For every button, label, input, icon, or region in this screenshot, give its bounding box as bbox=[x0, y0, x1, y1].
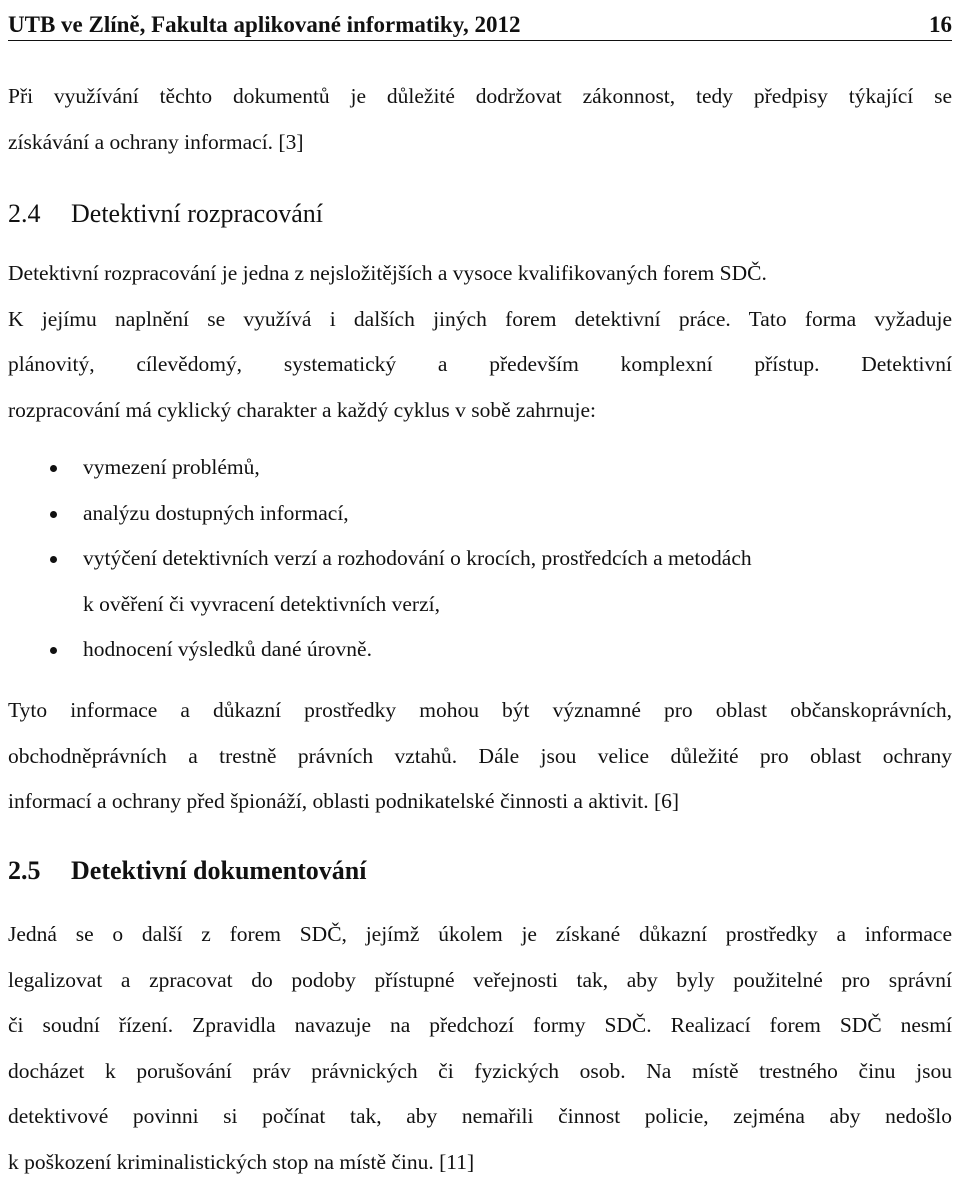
list-item-text: analýzu dostupných informací, bbox=[83, 491, 952, 537]
bullet-icon bbox=[50, 556, 57, 563]
section-2-4-closing-paragraph bbox=[8, 688, 952, 825]
text-line: Detektivní rozpracování je jedna z nejsložitějších a vysoce kvalifikovaných forem SDČ. bbox=[8, 251, 952, 297]
text-line: legalizovat a zpracovat do podoby přístupné veřejnosti tak, aby byly použitelné pro správní bbox=[8, 958, 952, 1004]
text-line: Jedná se o další z forem SDČ, jejímž úkolem je získané důkazní prostředky a informace bbox=[8, 912, 952, 958]
header-title: UTB ve Zlíně, Fakulta aplikované informatiky, 2012 bbox=[8, 12, 520, 38]
list-item-text: vymezení problémů, bbox=[83, 445, 952, 491]
section-number: 2.4 bbox=[8, 199, 71, 229]
list-item-text: hodnocení výsledků dané úrovně. bbox=[83, 627, 952, 673]
bullet-icon bbox=[50, 647, 57, 654]
list-item bbox=[8, 491, 952, 537]
section-number: 2.5 bbox=[8, 856, 71, 886]
section-heading-2-4 bbox=[8, 199, 323, 229]
bullet-icon bbox=[50, 465, 57, 472]
text-line: K jejímu naplnění se využívá i dalších jiných forem detektivní práce. Tato forma vyžaduje bbox=[8, 297, 952, 343]
section-title: Detektivní rozpracování bbox=[71, 199, 323, 228]
bullet-list bbox=[8, 445, 952, 673]
list-item bbox=[8, 627, 952, 673]
header-rule bbox=[8, 40, 952, 41]
section-heading-2-5 bbox=[8, 856, 366, 886]
text-line: obchodněprávních a trestně právních vztahů. Dále jsou velice důležité pro oblast ochrany bbox=[8, 734, 952, 780]
page-header bbox=[8, 0, 952, 38]
list-item-text: vytýčení detektivních verzí a rozhodování o krocích, prostředcích a metodách bbox=[83, 536, 952, 582]
page-number: 16 bbox=[929, 12, 952, 38]
text-line: získávání a ochrany informací. [3] bbox=[8, 120, 952, 166]
section-title: Detektivní dokumentování bbox=[71, 856, 366, 885]
section-2-5-paragraph bbox=[8, 912, 952, 1185]
section-2-4-paragraph bbox=[8, 251, 952, 433]
list-item bbox=[8, 445, 952, 491]
text-line: či soudní řízení. Zpravidla navazuje na předchozí formy SDČ. Realizací forem SDČ nesmí bbox=[8, 1003, 952, 1049]
text-line: docházet k porušování práv právnických či fyzických osob. Na místě trestného činu jsou bbox=[8, 1049, 952, 1095]
list-item bbox=[8, 536, 952, 627]
list-item-text: k ověření či vyvracení detektivních verzí, bbox=[83, 582, 952, 628]
text-line: k poškození kriminalistických stop na místě činu. [11] bbox=[8, 1140, 952, 1185]
text-line: plánovitý, cílevědomý, systematický a především komplexní přístup. Detektivní bbox=[8, 342, 952, 388]
text-line: Při využívání těchto dokumentů je důležité dodržovat zákonnost, tedy předpisy týkající se bbox=[8, 74, 952, 120]
intro-paragraph bbox=[8, 74, 952, 165]
text-line: Tyto informace a důkazní prostředky mohou být významné pro oblast občanskoprávních, bbox=[8, 688, 952, 734]
bullet-icon bbox=[50, 511, 57, 518]
text-line: detektivové povinni si počínat tak, aby nemařili činnost policie, zejména aby nedošlo bbox=[8, 1094, 952, 1140]
text-line: rozpracování má cyklický charakter a každý cyklus v sobě zahrnuje: bbox=[8, 388, 952, 434]
text-line: informací a ochrany před špionáží, oblasti podnikatelské činnosti a aktivit. [6] bbox=[8, 779, 952, 825]
